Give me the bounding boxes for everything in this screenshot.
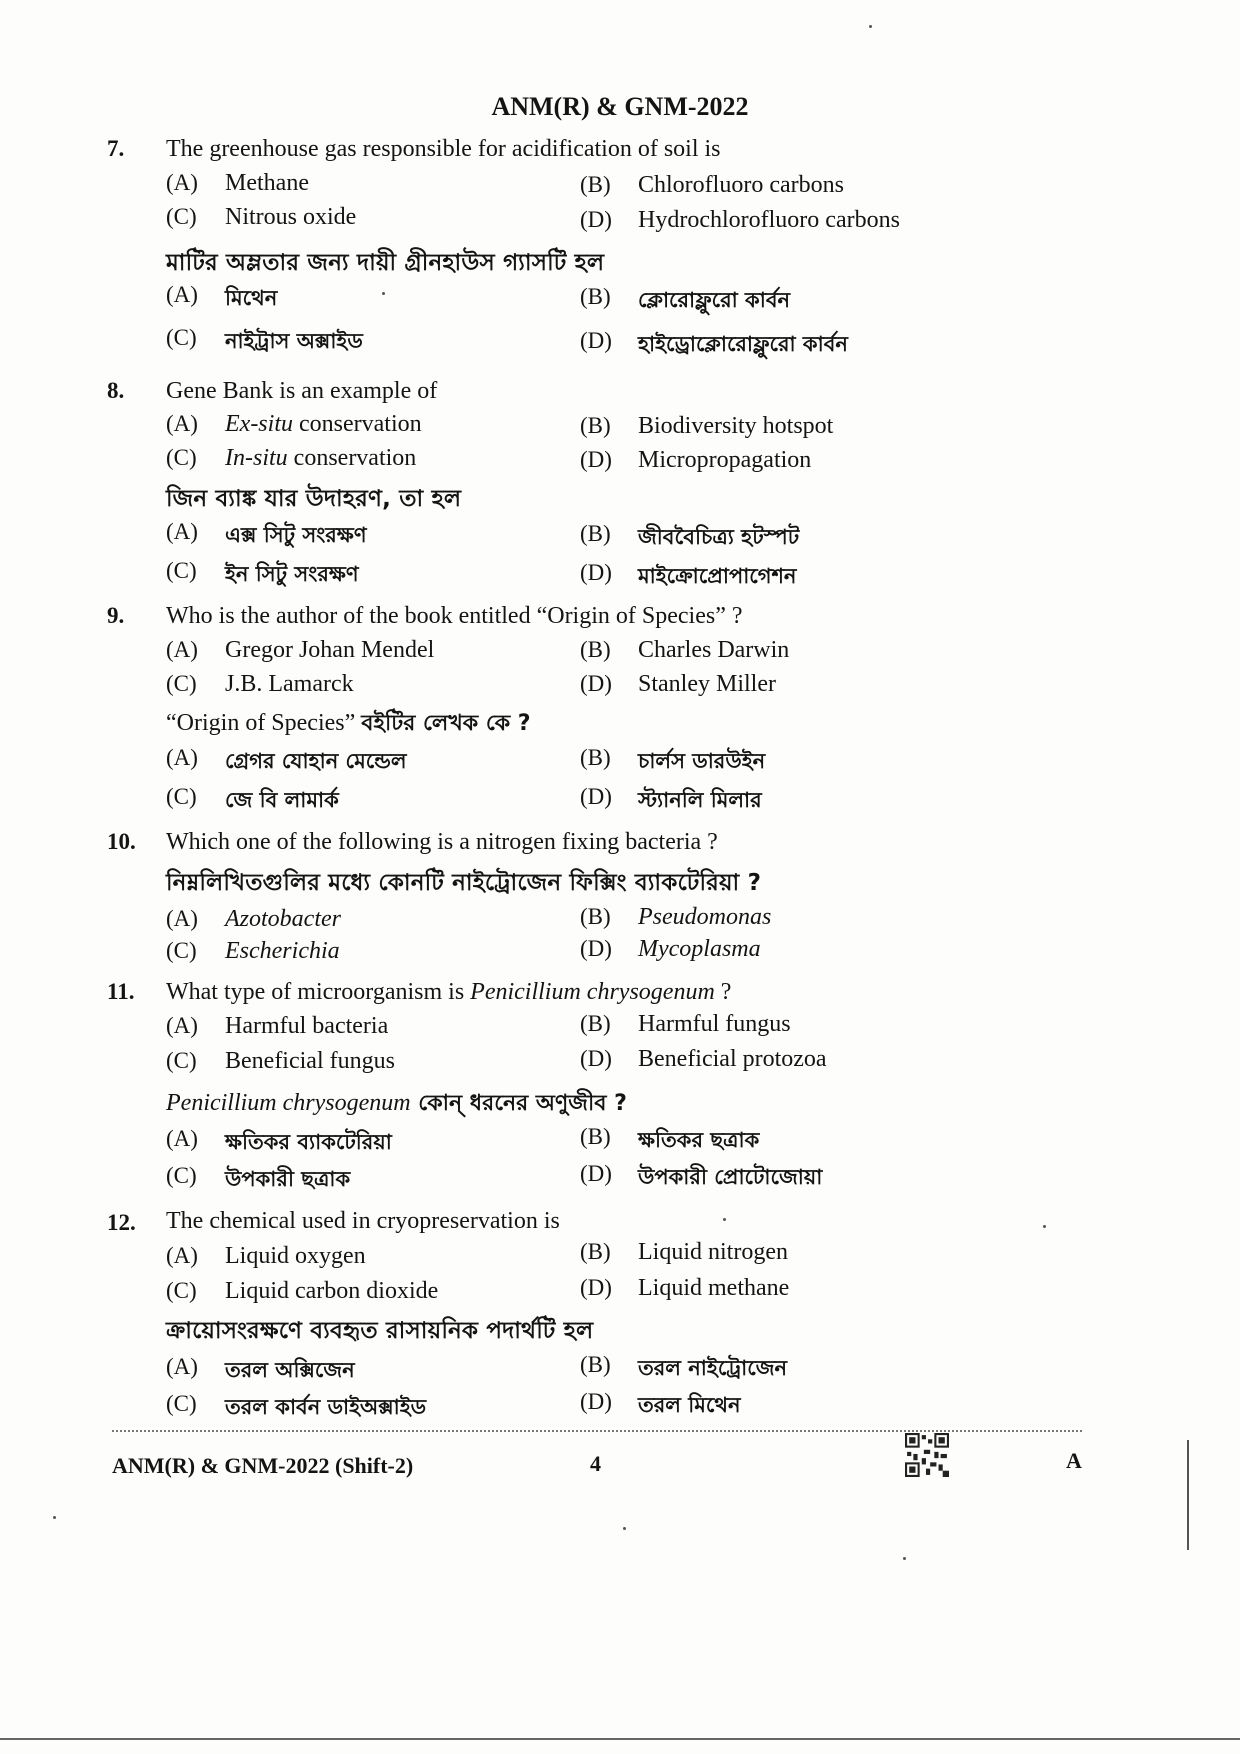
- q8-option-c-label: (C): [166, 445, 197, 470]
- q7-option-d-bn: হাইড্রোক্লোরোফ্লুরো কার্বন: [638, 332, 848, 356]
- q7-option-a-bn-label: (A): [166, 282, 198, 307]
- question-9-text-bn: [166, 706, 531, 743]
- question-9-text: Who is the author of the book entitled “Origin of Species” ?: [166, 603, 743, 629]
- qr-code-icon: [905, 1433, 949, 1477]
- q8-option-d-bn-label: (D): [580, 560, 612, 585]
- q11-option-a: Harmful bacteria: [225, 1013, 389, 1039]
- q7-option-b-bn-label: (B): [580, 284, 611, 309]
- q9-option-d-label: (D): [580, 671, 612, 696]
- question-11-text-bn: [166, 1086, 627, 1123]
- q9-option-d-bn-label: (D): [580, 784, 612, 809]
- scan-speck: [869, 25, 872, 28]
- q9-option-d-bn: স্ট্যানলি মিলার: [638, 788, 762, 812]
- q7-option-a-bn: মিথেন: [225, 286, 278, 310]
- q8-option-c-bn-label: (C): [166, 558, 197, 583]
- q12-option-a-label: (A): [166, 1243, 198, 1268]
- q7-option-d: Hydrochlorofluoro carbons: [638, 207, 900, 233]
- scan-speck: [53, 1516, 56, 1519]
- q9-option-a-bn-label: (A): [166, 745, 198, 770]
- q12-option-c-label: (C): [166, 1278, 197, 1303]
- q8-option-d-bn: মাইক্রোপ্রোপাগেশন: [638, 564, 797, 588]
- q12-option-a-bn: তরল অক্সিজেন: [225, 1358, 355, 1382]
- question-10-text-bn: নিম্নলিখিতগুলির মধ্যে কোনটি নাইট্রোজেন ফিক্সিং ব্যাকটেরিয়া ?: [166, 870, 762, 896]
- scan-speck: [903, 1557, 906, 1560]
- q7-option-c-bn-label: (C): [166, 325, 197, 350]
- q11-option-d: Beneficial protozoa: [638, 1046, 827, 1072]
- q9-option-a: Gregor Johan Mendel: [225, 637, 435, 663]
- q11-text-suffix: ?: [714, 979, 732, 1005]
- q12-option-c: Liquid carbon dioxide: [225, 1278, 439, 1304]
- q7-option-a: Methane: [225, 170, 309, 196]
- q8-option-b: Biodiversity hotspot: [638, 413, 834, 439]
- q10-option-a-label: (A): [166, 906, 198, 931]
- q7-option-b-bn: ক্লোরোফ্লুরো কার্বন: [638, 288, 791, 312]
- q11-option-a-label: (A): [166, 1013, 198, 1038]
- q7-option-b-label: (B): [580, 172, 611, 197]
- q11-option-c-bn-label: (C): [166, 1163, 197, 1188]
- q9-bn-book-title: “Origin of Species”: [166, 710, 362, 736]
- q12-option-b: Liquid nitrogen: [638, 1239, 788, 1265]
- question-8-text-bn: জিন ব্যাঙ্ক যার উদাহরণ, তা হল: [166, 486, 462, 512]
- q8-option-c-rest: conservation: [287, 445, 417, 471]
- page-header-title: ANM(R) & GNM-2022: [491, 92, 749, 121]
- question-7-text: The greenhouse gas responsible for acidification of soil is: [166, 136, 721, 162]
- q11-option-b-bn: ক্ষতিকর ছত্রাক: [638, 1128, 760, 1152]
- q12-option-a-bn-label: (A): [166, 1354, 198, 1379]
- q8-option-c-bn: ইন সিটু সংরক্ষণ: [225, 562, 359, 586]
- q12-option-d-bn: তরল মিথেন: [638, 1393, 741, 1417]
- question-10-number: 10.: [107, 829, 136, 854]
- q11-option-d-label: (D): [580, 1046, 612, 1071]
- question-12-text: The chemical used in cryopreservation is: [166, 1208, 560, 1234]
- q7-option-d-label: (D): [580, 207, 612, 232]
- footer-exam-name: ANM(R) & GNM-2022 (Shift-2): [112, 1453, 414, 1478]
- q8-option-c: [225, 445, 416, 472]
- q7-option-b: Chlorofluoro carbons: [638, 172, 844, 198]
- q8-option-d: Micropropagation: [638, 447, 812, 473]
- q9-option-b: Charles Darwin: [638, 637, 790, 663]
- q7-option-d-bn-label: (D): [580, 328, 612, 353]
- q12-option-b-label: (B): [580, 1239, 611, 1264]
- q11-text-italic: Penicillium chrysogenum: [470, 979, 715, 1005]
- scan-speck: [623, 1527, 626, 1530]
- q9-option-a-bn: গ্রেগর যোহান মেন্ডেল: [225, 749, 407, 773]
- q11-option-d-bn-label: (D): [580, 1161, 612, 1186]
- q11-bn-species: Penicillium chrysogenum: [166, 1090, 411, 1116]
- q12-option-d-bn-label: (D): [580, 1389, 612, 1414]
- q10-option-c: Escherichia: [225, 938, 340, 964]
- q9-option-c-bn-label: (C): [166, 784, 197, 809]
- q7-option-a-label: (A): [166, 170, 198, 195]
- q12-option-d: Liquid methane: [638, 1275, 790, 1301]
- question-11-number: 11.: [107, 979, 135, 1004]
- q12-option-b-bn: তরল নাইট্রোজেন: [638, 1356, 788, 1380]
- question-8-text: Gene Bank is an example of: [166, 378, 438, 404]
- scan-speck: [382, 292, 385, 295]
- q11-option-a-bn: ক্ষতিকর ব্যাকটেরিয়া: [225, 1130, 392, 1154]
- q7-option-c-bn: নাইট্রাস অক্সাইড: [225, 329, 363, 353]
- scan-speck: [1043, 1225, 1046, 1228]
- footer-divider: [112, 1430, 1082, 1432]
- question-9-number: 9.: [107, 603, 125, 628]
- q10-option-d: Mycoplasma: [638, 936, 761, 962]
- q10-option-a: Azotobacter: [225, 906, 341, 932]
- q9-bn-question: বইটির লেখক কে ?: [361, 711, 531, 736]
- q11-option-d-bn: উপকারী প্রোটোজোয়া: [638, 1165, 823, 1189]
- q10-option-c-label: (C): [166, 938, 197, 963]
- footer-page-number: 4: [590, 1451, 601, 1476]
- q9-option-a-label: (A): [166, 637, 198, 662]
- scan-edge-mark: [1187, 1440, 1189, 1550]
- q11-option-a-bn-label: (A): [166, 1126, 198, 1151]
- q7-option-c-label: (C): [166, 204, 197, 229]
- q8-option-c-italic: In-situ: [225, 445, 288, 471]
- q8-option-b-bn: জীববৈচিত্র্য হটস্পট: [638, 525, 800, 549]
- q8-option-d-label: (D): [580, 447, 612, 472]
- q12-option-c-bn: তরল কার্বন ডাইঅক্সাইড: [225, 1395, 427, 1419]
- q8-option-a-bn: এক্স সিটু সংরক্ষণ: [225, 523, 367, 547]
- question-7-number: 7.: [107, 136, 125, 161]
- question-10-text: Which one of the following is a nitrogen fixing bacteria ?: [166, 829, 718, 855]
- q7-option-c: Nitrous oxide: [225, 204, 357, 230]
- q11-option-c-label: (C): [166, 1048, 197, 1073]
- q11-option-c: Beneficial fungus: [225, 1048, 395, 1074]
- q9-option-b-label: (B): [580, 637, 611, 662]
- q10-option-b: Pseudomonas: [638, 904, 772, 930]
- q11-option-c-bn: উপকারী ছত্রাক: [225, 1167, 351, 1191]
- question-12-number: 12.: [107, 1210, 136, 1235]
- q10-option-b-label: (B): [580, 904, 611, 929]
- q10-option-d-label: (D): [580, 936, 612, 961]
- q11-option-b-label: (B): [580, 1011, 611, 1036]
- q8-option-a-rest: conservation: [292, 411, 422, 437]
- q9-option-d: Stanley Miller: [638, 671, 776, 697]
- bottom-page-edge: [0, 1738, 1240, 1740]
- q8-option-a: [225, 411, 422, 438]
- q11-bn-question: কোন্ ধরনের অণুজীব ?: [410, 1091, 627, 1116]
- q8-option-a-italic: Ex-situ: [225, 411, 293, 437]
- q11-option-b-bn-label: (B): [580, 1124, 611, 1149]
- q11-text-prefix: What type of microorganism is: [166, 979, 471, 1005]
- q8-option-a-label: (A): [166, 411, 198, 436]
- question-8-number: 8.: [107, 378, 125, 403]
- q12-option-d-label: (D): [580, 1275, 612, 1300]
- q9-option-c-label: (C): [166, 671, 197, 696]
- question-12-text-bn: ক্রায়োসংরক্ষণে ব্যবহৃত রাসায়নিক পদার্থটি হল: [166, 1318, 594, 1344]
- footer-set-code: A: [1066, 1448, 1082, 1473]
- question-7-text-bn: মাটির অম্লতার জন্য দায়ী গ্রীনহাউস গ্যাসটি হল: [166, 250, 605, 276]
- q11-option-b: Harmful fungus: [638, 1011, 791, 1037]
- q9-option-c: J.B. Lamarck: [225, 671, 354, 697]
- q8-option-b-label: (B): [580, 413, 611, 438]
- scan-speck: [723, 1218, 726, 1221]
- q8-option-a-bn-label: (A): [166, 519, 198, 544]
- question-11-text: [166, 979, 731, 1006]
- q8-option-b-bn-label: (B): [580, 521, 611, 546]
- q12-option-a: Liquid oxygen: [225, 1243, 366, 1269]
- q12-option-c-bn-label: (C): [166, 1391, 197, 1416]
- q12-option-b-bn-label: (B): [580, 1352, 611, 1377]
- q9-option-b-bn: চার্লস ডারউইন: [638, 749, 766, 773]
- q9-option-b-bn-label: (B): [580, 745, 611, 770]
- q9-option-c-bn: জে বি লামার্ক: [225, 788, 339, 812]
